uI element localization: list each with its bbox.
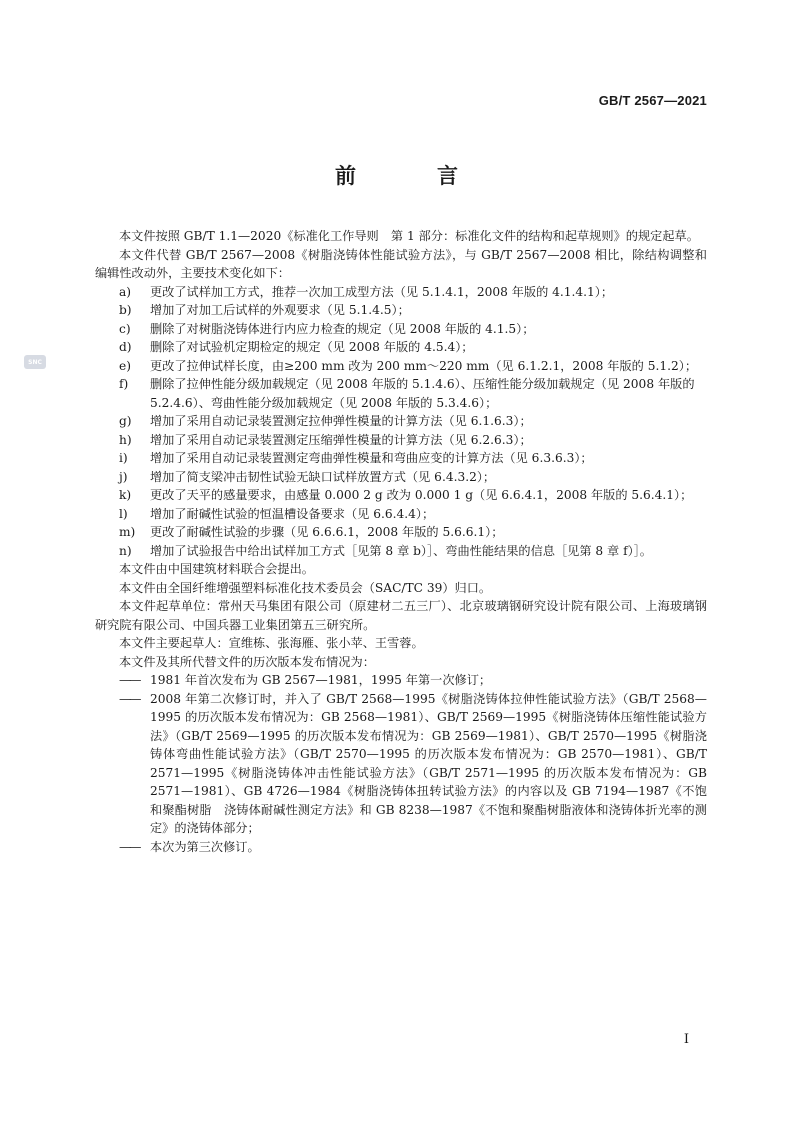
list-item xyxy=(95,338,707,357)
history-item xyxy=(95,690,707,838)
technical-changes-list xyxy=(95,283,707,561)
list-item-label: n) xyxy=(119,543,132,558)
list-item-label: k) xyxy=(119,488,132,502)
foreword-body xyxy=(95,227,707,856)
list-item-label: i) xyxy=(119,451,128,465)
list-item xyxy=(95,320,707,339)
list-item-text: 增加了采用自动记录装置测定压缩弹性模量的计算方法（见 6.2.6.3）； xyxy=(150,432,532,447)
list-item xyxy=(95,449,707,468)
list-item-label: b) xyxy=(119,303,132,317)
list-item-text: 增加了耐碱性试验的恒温槽设备要求（见 6.6.4.4）； xyxy=(150,506,435,521)
list-item xyxy=(95,357,707,376)
paragraph-replaces: 本文件代替 GB/T 2567—2008《树脂浇铸体性能试验方法》，与 GB/T 2567—2008 相比，除结构调整和编辑性改动外，主要技术变化如下： xyxy=(95,247,707,280)
history-text: 1981 年首次发布为 GB 2567—1981，1995 年第一次修订； xyxy=(150,673,492,687)
standard-number: GB/T 2567—2021 xyxy=(598,93,707,108)
list-item-label: e) xyxy=(119,358,131,373)
list-item xyxy=(95,542,707,561)
list-item xyxy=(95,301,707,320)
list-item xyxy=(95,431,707,450)
history-item xyxy=(95,671,707,690)
history-text: 本次为第三次修订。 xyxy=(150,839,260,854)
list-item-text: 删除了对试验机定期检定的规定（见 2008 年版的 4.5.4）； xyxy=(150,340,474,354)
page-number: I xyxy=(683,1032,689,1047)
list-item-text: 增加了采用自动记录装置测定拉伸弹性模量的计算方法（见 6.1.6.3）； xyxy=(150,414,532,428)
version-history-list xyxy=(95,671,707,856)
list-item xyxy=(95,523,707,542)
list-item-text: 增加了采用自动记录装置测定弯曲弹性模量和弯曲应变的计算方法（见 6.3.6.3）； xyxy=(150,451,593,465)
page-title: 前 言 xyxy=(335,163,488,188)
paragraph-drafting-units: 本文件起草单位：常州天马集团有限公司（原建材二五三厂）、北京玻璃钢研究设计院有限公司、上海玻璃钢研究院有限公司、中国兵器工业集团第五三研究所。 xyxy=(95,599,707,632)
list-item-text: 增加了简支梁冲击韧性试验无缺口试样放置方式（见 6.4.3.2）； xyxy=(150,469,496,484)
list-item-text: 删除了拉伸性能分级加载规定（见 2008 年版的 5.1.4.6）、压缩性能分级加载规定（见 2008 年版的 5.2.4.6）、弯曲性能分级加载规定（见 2008 年版的 5.3.4.6）； xyxy=(150,377,695,410)
list-item xyxy=(95,486,707,505)
list-item-text: 更改了天平的感量要求，由感量 0.000 2 g 改为 0.000 1 g（见 6.6.4.1，2008 年版的 5.6.4.1）； xyxy=(150,488,693,502)
list-item-label: h) xyxy=(119,432,132,447)
list-item-text: 删除了对树脂浇铸体进行内应力检查的规定（见 2008 年版的 4.1.5）； xyxy=(150,321,535,336)
watermark-logo: SNC xyxy=(24,355,46,369)
history-item xyxy=(95,838,707,857)
history-text: 2008 年第二次修订时，并入了 GB/T 2568—1995《树脂浇铸体拉伸性能试验方法》（GB/T 2568—1995 的历次版本发布情况为：GB 2568—1981）、GB/T 2569—1995《树脂浇铸体压缩性能试验方法》（GB/T 2569—1995 的历次版本发布情况为：GB 2569—1981）、GB/T 2570—1995《树脂浇铸体弯曲性能试验方法》（GB/T 2570—1995 的历次版本发布情况为：GB 2570—1981）、GB/T 2571—1995《树脂浇铸体冲击性能试验方法》（GB/T 2571—1995 的历次版本发布情况为：GB 2571—1981）、GB 4726—1984《树脂浇铸体扭转试验方法》的内容以及 GB 7194—1987《不饱和聚酯树脂 浇铸体耐碱性测定方法》和 GB 8238—1987《不饱和聚酯树脂液体和浇铸体折光率的测定》的浇铸体部分； xyxy=(150,691,707,835)
history-dash: —— xyxy=(119,673,140,687)
list-item-label: g) xyxy=(119,414,132,428)
list-item-text: 更改了拉伸试样长度，由≥200 mm 改为 200 mm～220 mm（见 6.1.2.1，2008 年版的 5.1.2）； xyxy=(150,358,698,373)
history-dash: —— xyxy=(119,691,140,706)
list-item xyxy=(95,375,707,412)
list-item-text: 更改了试样加工方式，推荐一次加工成型方法（见 5.1.4.1，2008 年版的 4.1.4.1）； xyxy=(150,284,614,299)
list-item-text: 增加了试验报告中给出试样加工方式［见第 8 章 b）］、弯曲性能结果的信息［见第 8 章 f）］。 xyxy=(150,543,652,558)
list-item-label: a) xyxy=(119,284,132,299)
list-item xyxy=(95,412,707,431)
list-item xyxy=(95,505,707,524)
list-item-label: c) xyxy=(119,321,131,336)
list-item-label: m) xyxy=(119,525,136,539)
paragraph-history-intro: 本文件及其所代替文件的历次版本发布情况为： xyxy=(119,654,375,669)
paragraph-drafting-rules: 本文件按照 GB/T 1.1—2020《标准化工作导则 第 1 部分：标准化文件的结构和起草规则》的规定起草。 xyxy=(119,229,699,243)
list-item-text: 更改了耐碱性试验的步骤（见 6.6.6.1，2008 年版的 5.6.6.1）； xyxy=(150,525,504,539)
paragraph-centralized-by: 本文件由全国纤维增强塑料标准化技术委员会（SAC/TC 39）归口。 xyxy=(119,580,492,595)
list-item-text: 增加了对加工后试样的外观要求（见 5.1.4.5）； xyxy=(150,303,410,317)
list-item xyxy=(95,283,707,302)
list-item-label: d) xyxy=(119,340,132,354)
paragraph-drafters: 本文件主要起草人：宣维栋、张海雁、张小苹、王雪蓉。 xyxy=(119,636,424,650)
list-item xyxy=(95,468,707,487)
list-item-label: j) xyxy=(119,469,128,484)
paragraph-proposed-by: 本文件由中国建筑材料联合会提出。 xyxy=(119,562,314,576)
history-dash: —— xyxy=(119,839,140,854)
list-item-label: f) xyxy=(119,377,129,391)
list-item-label: l) xyxy=(119,506,128,521)
